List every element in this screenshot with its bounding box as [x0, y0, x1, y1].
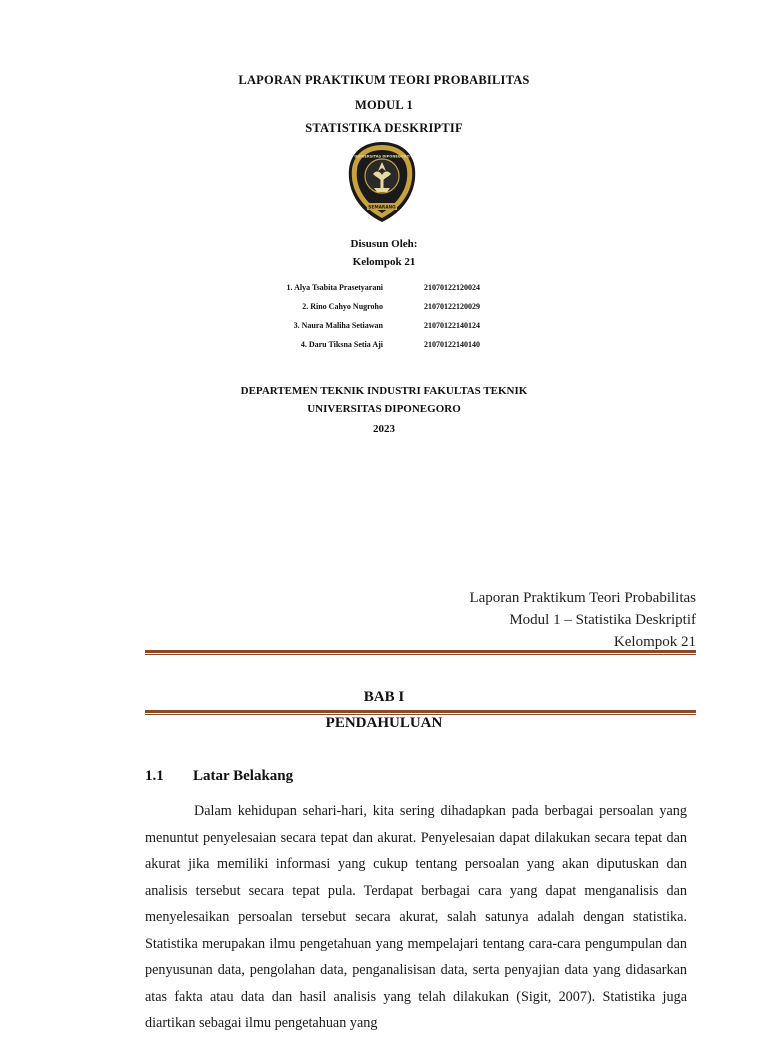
member-row: [0, 283, 768, 297]
running-header: [469, 587, 696, 653]
member-row: [0, 321, 768, 335]
member-name: 1. Alya Tsabita Prasetyarani: [286, 283, 383, 292]
section-title: Latar Belakang: [193, 768, 294, 784]
header-module: Modul 1 – Statistika Deskriptif: [509, 612, 696, 628]
member-name: 4. Daru Tiksna Setia Aji: [300, 340, 383, 349]
member-nim: 21070122140140: [424, 340, 480, 349]
member-nim: 21070122140124: [424, 321, 480, 330]
header-group: Kelompok 21: [613, 634, 696, 650]
member-nim: 21070122120024: [424, 283, 480, 292]
university-name: UNIVERSITAS DIPONEGORO: [307, 403, 461, 415]
member-row: [0, 340, 768, 354]
university-seal-icon: [347, 141, 417, 223]
group-label: Kelompok 21: [352, 256, 416, 268]
chapter-number: BAB I: [363, 689, 405, 705]
svg-text:SEMARANG: SEMARANG: [368, 205, 396, 211]
section-number: 1.1: [145, 768, 164, 784]
header-report-title: Laporan Praktikum Teori Probabilitas: [469, 590, 696, 606]
member-name: 3. Naura Maliha Setiawan: [293, 321, 383, 330]
member-nim: 21070122120029: [424, 302, 480, 311]
department-name: DEPARTEMEN TEKNIK INDUSTRI FAKULTAS TEKNIK: [240, 385, 528, 397]
member-name: 2. Rino Cahyo Nugroho: [302, 302, 383, 311]
report-year: 2023: [373, 423, 395, 435]
report-subtitle: STATISTIKA DESKRIPTIF: [305, 121, 463, 135]
svg-text:UNIVERSITAS DIPONEGORO: UNIVERSITAS DIPONEGORO: [354, 154, 410, 159]
member-row: [0, 302, 768, 316]
module-label: MODUL 1: [355, 98, 413, 112]
compiled-by-label: Disusun Oleh:: [350, 238, 418, 250]
body-paragraph: Dalam kehidupan sehari-hari, kita sering dihadapkan pada berbagai persoalan yang menuntut penyelesaian secara tepat dan akurat. Penyelesaian dapat dilakukan secara tepat dan akurat jika memiliki informasi yang cukup tentang persoalan yang akan diputuskan dan analisis tersebut secara tepat pula. Terdapat berbagai cara yang dapat menganalisis dan menyelesaikan persoalan tersebut secara akurat, salah satunya adalah dengan statistika. Statistika merupakan ilmu pengetahuan yang mempelajari tentang cara-cara pengumpulan dan penyusunan data, pengolahan data, penganalisisan data, serta penyajian data yang didasarkan atas fakta atau data dan hasil analisis yang telah dilakukan (Sigit, 2007). Statistika juga diartikan sebagai ilmu pengetahuan yang: [145, 803, 687, 1031]
header-rule: [145, 650, 696, 655]
report-title: LAPORAN PRAKTIKUM TEORI PROBABILITAS: [238, 73, 530, 87]
chapter-title: PENDAHULUAN: [325, 715, 443, 731]
